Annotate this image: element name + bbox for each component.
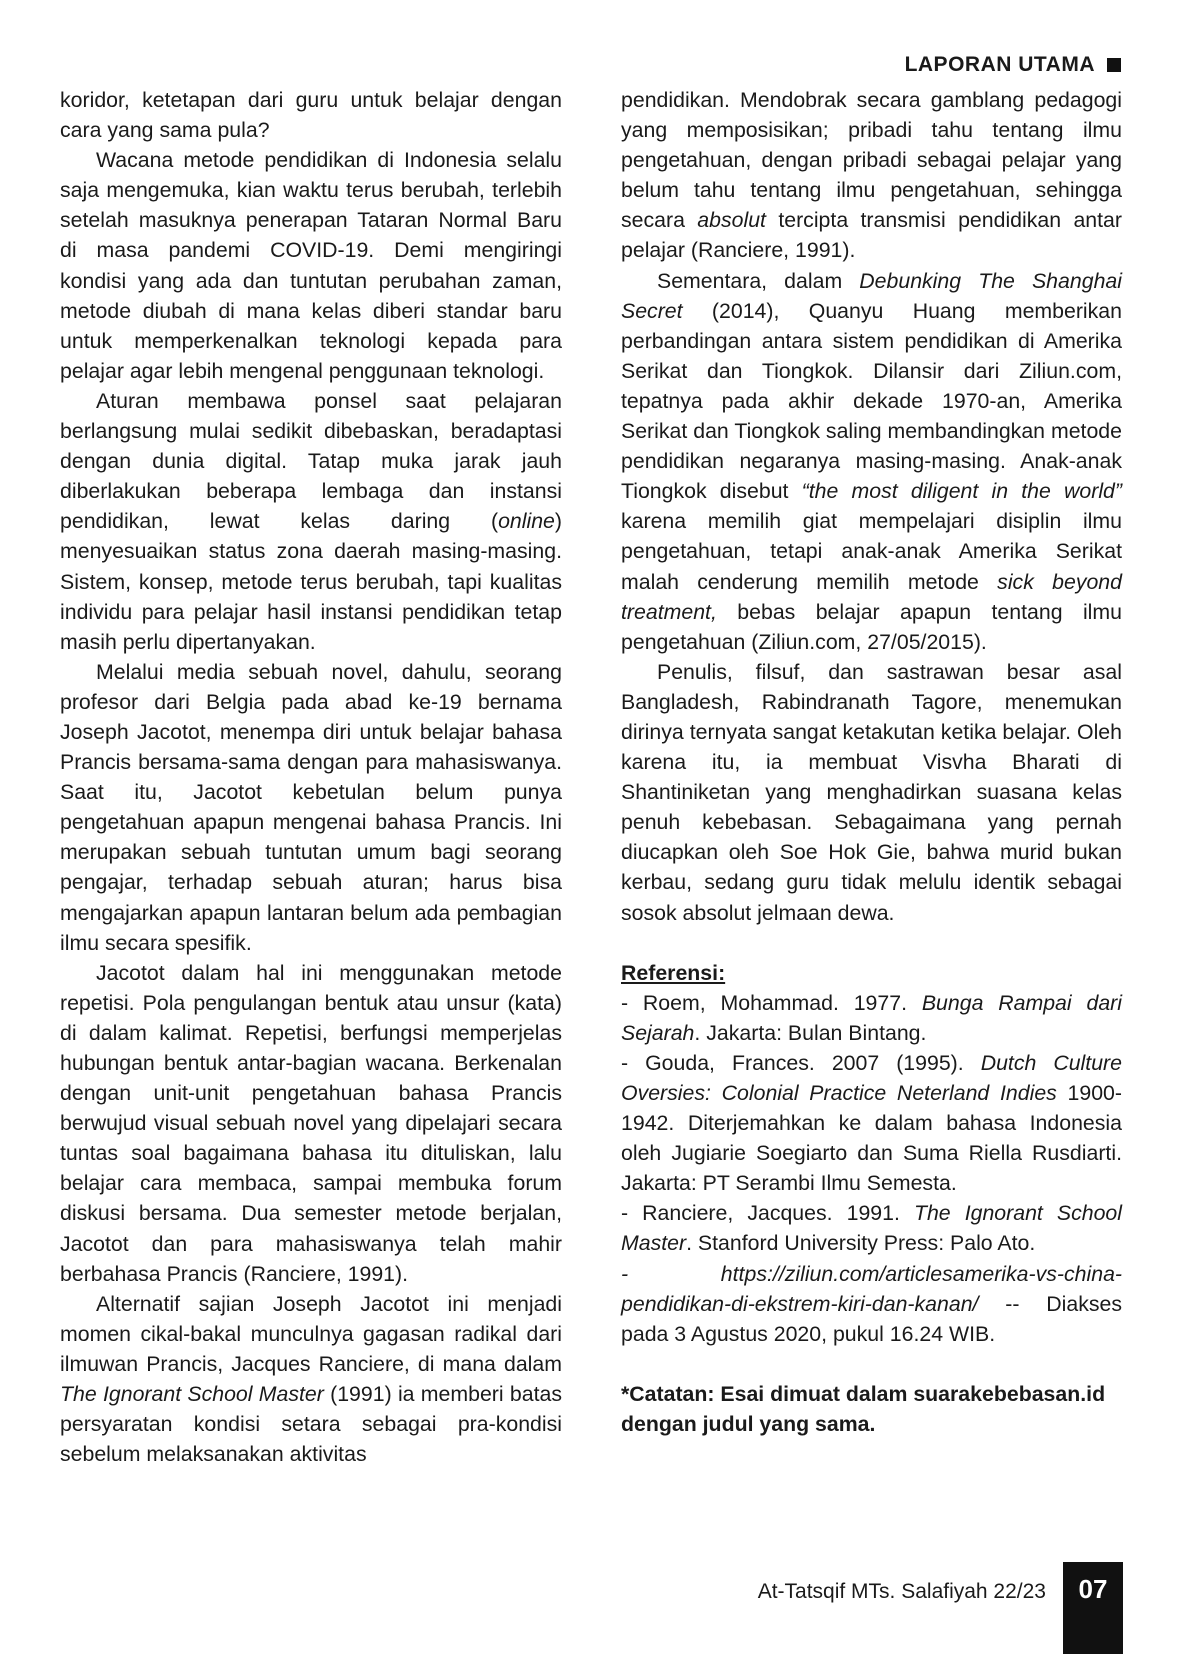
paragraph	[621, 85, 1122, 266]
italic-text: online	[498, 509, 555, 534]
section-label-text: LAPORAN UTAMA	[904, 53, 1095, 76]
text-run: - Gouda, Frances. 2007 (1995).	[621, 1050, 981, 1075]
italic-text: sick beyond treatment,	[621, 569, 1122, 624]
text-run: Aturan membawa ponsel saat pelajaran berlangsung mulai sedikit dibebaskan, beradaptasi dengan dunia digital. Tatap muka jarak jauh diberlakukan beberapa lembaga dan instansi pendidikan, lewat kelas daring (	[60, 388, 562, 534]
text-run: . Stanford University Press: Palo Ato.	[686, 1231, 1036, 1256]
italic-text: - https://ziliun.com/articlesamerika-vs-china-pendidikan-di-ekstrem-kiri-dan-kanan/	[621, 1261, 1122, 1316]
text-run: Melalui media sebuah novel, dahulu, seorang profesor dari Belgia pada abad ke-19 bernama Joseph Jacotot, menempa diri untuk belajar bahasa Prancis bersama-sama dengan para mahasiswanya. Saat itu, Jacotot kebetulan belum punya pengetahuan apapun mengenai bahasa Prancis. Ini merupakan sebuah tuntutan umum bagi seorang pengajar, terhadap sebuah aturan; harus bisa mengajarkan apapun lantaran belum ada pembagian ilmu secara spesifik.	[60, 659, 562, 955]
text-run: (2014), Quanyu Huang memberikan perbandingan antara sistem pendidikan di Amerika Serikat dan Tiongkok. Dilansir dari Ziliun.com, tepatnya pada akhir dekade 1970-an, Amerika Serikat dan Tiongkok saling membandingkan metode pendidikan negaranya masing-masing. Anak-anak Tiongkok disebut	[621, 298, 1122, 504]
right-column-body	[621, 85, 1122, 928]
paragraph	[60, 1289, 562, 1470]
paragraph	[60, 145, 562, 386]
italic-text: Bunga Rampai dari Sejarah	[621, 990, 1122, 1045]
right-column	[621, 85, 1122, 1439]
references-list	[621, 988, 1122, 1349]
paragraph	[60, 657, 562, 958]
section-square-icon	[1107, 58, 1121, 72]
editorial-note: *Catatan: Esai dimuat dalam suarakebebasan.id dengan judul yang sama.	[621, 1381, 1106, 1436]
text-run: pendidikan. Mendobrak secara gamblang pedagogi yang memposisikan; pribadi tahu tentang ilmu pengetahuan, dengan pribadi sebagai pelajar yang belum tahu tentang ilmu pengetahuan, sehingga secara	[621, 88, 1122, 233]
paragraph	[60, 85, 562, 145]
text-run: Jacotot dalam hal ini menggunakan metode repetisi. Pola pengulangan bentuk atau unsur (kata) di dalam kalimat. Repetisi, berfungsi memperjelas hubungan bentuk antar-bagian wacana. Berkenalan dengan unit-unit pengetahuan bahasa Prancis berwujud visual sebuah novel yang dipelajari secara tuntas soal bagaimana bahasa itu dituliskan, lalu belajar cara membaca, sampai membuka forum diskusi bersama. Dua semester metode berjalan, Jacotot dan para mahasiswanya telah mahir berbahasa Prancis (Ranciere, 1991).	[60, 960, 562, 1286]
reference-item	[621, 988, 1122, 1048]
text-run: -- Diakses pada 3 Agustus 2020, pukul 16.24 WIB.	[621, 1291, 1122, 1346]
text-run: tercipta transmisi pendidikan antar pelajar (Ranciere, 1991).	[621, 208, 1122, 263]
publication-name: At-Tatsqif MTs. Salafiyah 22/23	[757, 1580, 1046, 1603]
reference-item	[621, 1048, 1122, 1198]
text-run: Penulis, filsuf, dan sastrawan besar asal Bangladesh, Rabindranath Tagore, menemukan dirinya ternyata sangat ketakutan ketika belajar. Oleh karena itu, ia membuat Visvha Bharati di Shantiniketan yang menghadirkan suasana kelas penuh kebebasan. Sebagaimana yang pernah diucapkan oleh Soe Hok Gie, bahwa murid bukan kerbau, sedang guru tidak melulu identik sebagai sosok absolut jelmaan dewa.	[621, 659, 1122, 925]
italic-text: absolut	[697, 208, 766, 233]
text-run: - Ranciere, Jacques. 1991.	[621, 1201, 914, 1226]
text-run: Alternatif sajian Joseph Jacotot ini menjadi momen cikal-bakal munculnya gagasan radikal dari ilmuwan Prancis, Jacques Ranciere, di mana dalam	[60, 1291, 562, 1376]
italic-text: Dutch Culture Oversies: Colonial Practice Neterland Indies	[621, 1050, 1122, 1105]
text-run: (1991) ia memberi batas persyaratan kondisi setara sebagai pra-kondisi sebelum melaksanakan aktivitas	[60, 1382, 562, 1467]
italic-text: “the most diligent in the world”	[801, 479, 1122, 504]
text-run: koridor, ketetapan dari guru untuk belajar dengan cara yang sama pula?	[60, 88, 562, 143]
paragraph	[621, 657, 1122, 928]
text-run: . Jakarta: Bulan Bintang.	[694, 1020, 927, 1045]
page-number: 07	[1063, 1562, 1123, 1654]
left-column	[60, 85, 562, 1469]
paragraph	[60, 958, 562, 1289]
text-run: ) menyesuaikan status zona daerah masing-masing. Sistem, konsep, metode terus berubah, tapi kualitas individu para pelajar hasil instansi pendidikan tetap masih perlu dipertanyakan.	[60, 509, 562, 654]
reference-item	[621, 1259, 1122, 1349]
italic-text: The Ignorant School Master	[621, 1201, 1122, 1256]
italic-text: The Ignorant School Master	[60, 1382, 324, 1407]
section-label	[905, 53, 1121, 77]
text-run: Wacana metode pendidikan di Indonesia selalu saja mengemuka, kian waktu terus berubah, terlebih setelah masuknya penerapan Tataran Normal Baru di masa pandemi COVID-19. Demi mengiringi kondisi yang ada dan tuntutan perubahan zaman, metode diubah di mana kelas diberi standar baru untuk memperkenalkan teknologi kepada para pelajar agar lebih mengenal penggunaan teknologi.	[60, 148, 562, 383]
references-heading: Referensi:	[621, 960, 726, 985]
text-run: karena memilih giat mempelajari disiplin ilmu pengetahuan, tetapi anak-anak Amerika Serikat malah cenderung memilih metode	[621, 509, 1122, 594]
paragraph	[621, 266, 1122, 657]
italic-text: Debunking The Shanghai Secret	[621, 268, 1122, 323]
text-run: - Roem, Mohammad. 1977.	[621, 990, 922, 1015]
text-run: 1900-1942. Diterjemahkan ke dalam bahasa Indonesia oleh Jugiarie Soegiarto dan Suma Riella Rusdiarti. Jakarta: PT Serambi Ilmu Semesta.	[621, 1081, 1122, 1196]
paragraph	[60, 386, 562, 657]
text-run: Sementara, dalam	[657, 268, 860, 293]
text-run: bebas belajar apapun tentang ilmu pengetahuan (Ziliun.com, 27/05/2015).	[621, 599, 1122, 654]
reference-item	[621, 1198, 1122, 1258]
